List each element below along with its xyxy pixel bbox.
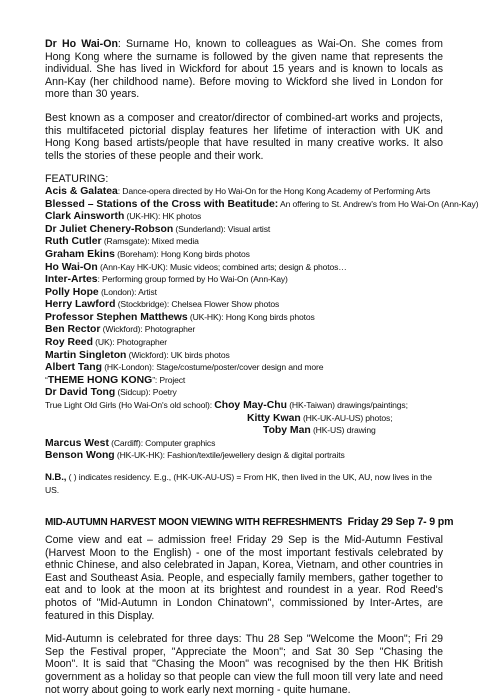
- featured-name: Inter-Artes: [45, 274, 98, 286]
- event-heading: [45, 516, 454, 529]
- featured-name: Graham Ekins: [45, 248, 115, 260]
- featured-detail: (Wickford): UK birds photos: [126, 349, 230, 360]
- featured-detail: (HK-UK-HK): Fashion/textile/jewellery design & digital portraits: [114, 450, 345, 461]
- featured-name: Dr Juliet Chenery-Robson: [45, 223, 174, 235]
- featuring-list: [45, 185, 479, 400]
- featured-item: [45, 198, 479, 212]
- featured-item: [45, 299, 443, 312]
- true-light-detail: (HK-UK-AU-US) photos;: [300, 412, 393, 423]
- featured-item: [45, 337, 443, 350]
- featured-detail: (Cardiff): Computer graphics: [108, 437, 216, 448]
- featured-detail: (Stockbridge): Chelsea Flower Show photos: [115, 299, 280, 310]
- featured-detail: (Ann-Kay HK-UK): Music videos; combined arts; design & photos…: [97, 261, 347, 272]
- true-light-name: Toby Man: [263, 425, 311, 437]
- true-light-detail: (HK-US) drawing: [310, 425, 376, 436]
- true-light-detail: (HK-Taiwan) drawings/paintings;: [286, 400, 408, 411]
- featured-item: [45, 262, 443, 275]
- true-light-row-2: [45, 413, 443, 426]
- featured-item: [45, 350, 443, 363]
- intro-paragraph: [45, 38, 443, 101]
- event-paragraph-1: Come view and eat – admission free! Friday 29 Sep is the Mid-Autumn Festival (Harvest Moon to the English) - one of the most important festivals celebrated by ethnic Chinese, and also celebrated in Japan, Korea, Vietnam, and other countries in East and Southeast Asia. People, and especially family members, gather together to eat and to look at the moon at its brightest and roundest in a year. Rod Reed's photos of "Mid-Autumn in London Chinatown", commissioned by Inter-Artes, are featured in this Display.: [45, 534, 443, 622]
- featured-name: Roy Reed: [45, 337, 93, 349]
- intro-text: : Surname Ho, known to colleagues as Wai-On. She comes from Hong Kong where the surname is followed by the given name that represents the individual. She has lived in Wickford for about 15 years and is known to locals as Ann-Kay (her childhood name). Before moving to Wickford she lived in London for more than 30 years.: [45, 38, 443, 101]
- document-page: [45, 38, 479, 696]
- featured-name: Herry Lawford: [45, 299, 116, 311]
- featured-item: [45, 438, 443, 451]
- featured-item: [45, 274, 443, 287]
- featured-detail: (HK-London): Stage/costume/poster/cover design and more: [101, 362, 324, 373]
- featured-item: [45, 387, 443, 400]
- featured-item: [45, 249, 443, 262]
- event-when: Friday 29 Sep 7- 9 pm: [347, 516, 454, 528]
- featured-prefix: “: [45, 374, 48, 385]
- featured-detail: (UK): Photographer: [92, 337, 167, 348]
- featured-detail: : Dance-opera directed by Ho Wai-On for the Hong Kong Academy of Performing Arts: [117, 185, 431, 196]
- featured-detail: (Sidcup): Poetry: [115, 387, 177, 398]
- featured-item: [45, 375, 443, 388]
- nb-label: N.B.,: [45, 472, 67, 483]
- true-light-name: Choy May-Chu: [214, 400, 287, 412]
- summary-paragraph: Best known as a composer and creator/director of combined-art works and projects, this multifaceted pictorial display features her lifetime of interaction with UK and Hong Kong based artists/people that have resulted in many creative works. It also tells the stories of these people and their work.: [45, 111, 443, 162]
- featured-name: Martin Singleton: [45, 349, 127, 361]
- featured-detail: (Boreham): Hong Kong birds photos: [114, 248, 250, 259]
- featured-name: Marcus West: [45, 437, 109, 449]
- true-light-row-3: [45, 425, 443, 438]
- featured-name: Blessed – Stations of the Cross with Beatitude:: [45, 198, 279, 210]
- featured-item: [45, 450, 443, 463]
- featured-name: Dr David Tong: [45, 387, 116, 399]
- nb-text: ( ) indicates residency. E.g., (HK-UK-AU-US) = From HK, then lived in the UK, AU, now lives in the US.: [45, 472, 432, 495]
- featured-item: [45, 287, 443, 300]
- featured-detail: (Ramsgate): Mixed media: [101, 236, 199, 247]
- featured-name: Ruth Cutler: [45, 236, 102, 248]
- featured-name: Professor Stephen Matthews: [45, 311, 188, 323]
- featured-name: Ho Wai-On: [45, 261, 98, 273]
- featured-name: Polly Hope: [45, 286, 99, 298]
- featured-item: [45, 324, 443, 337]
- event-paragraph-2: Mid-Autumn is celebrated for three days: Thu 28 Sep "Welcome the Moon"; Fri 29 Sep the Festival proper, "Appreciate the Moon"; and Sat 30 Sep "Chasing the Moon". It is said that "Chasing the Moon" was recognised by the then HK British government as a holiday so that people can view the full moon till very late and need not worry about going to work early next morning - quite humane.: [45, 633, 443, 696]
- true-light-label: True Light Old Girls (Ho Wai-On's old school):: [45, 400, 215, 411]
- featured-name: THEME HONG KONG: [47, 374, 153, 386]
- intro-name: Dr Ho Wai-On: [45, 38, 118, 50]
- featured-name: Acis & Galatea: [45, 185, 118, 197]
- featured-item: [45, 362, 443, 375]
- nb-note: [45, 471, 443, 496]
- featured-detail: : Performing group formed by Ho Wai-On (Ann-Kay): [97, 274, 288, 285]
- true-light-name: Kitty Kwan: [247, 412, 301, 424]
- featured-item: [45, 186, 443, 199]
- featured-detail: (Sunderland): Visual artist: [173, 223, 271, 234]
- featured-name: Ben Rector: [45, 324, 101, 336]
- featured-item: [45, 211, 443, 224]
- true-light-row-1: [45, 400, 443, 413]
- featuring-label: FEATURING:: [45, 173, 109, 186]
- featured-detail: (London): Artist: [98, 286, 157, 297]
- featured-detail: (UK-HK): Hong Kong birds photos: [187, 311, 315, 322]
- featured-detail: ”: Project: [152, 374, 186, 385]
- featured-item: [45, 224, 443, 237]
- featured-detail: (Wickford): Photographer: [100, 324, 196, 335]
- featured-detail: An offering to St. Andrew’s from Ho Wai-On (Ann-Kay): [278, 198, 479, 209]
- featured-detail: (UK-HK): HK photos: [124, 211, 202, 222]
- featuring-more-list: [45, 438, 443, 463]
- featured-name: Benson Wong: [45, 450, 115, 462]
- event-title: MID-AUTUMN HARVEST MOON VIEWING WITH REFRESHMENTS: [45, 517, 343, 528]
- featured-item: [45, 236, 443, 249]
- featured-item: [45, 312, 443, 325]
- featured-name: Albert Tang: [45, 362, 102, 374]
- featured-name: Clark Ainsworth: [45, 211, 125, 223]
